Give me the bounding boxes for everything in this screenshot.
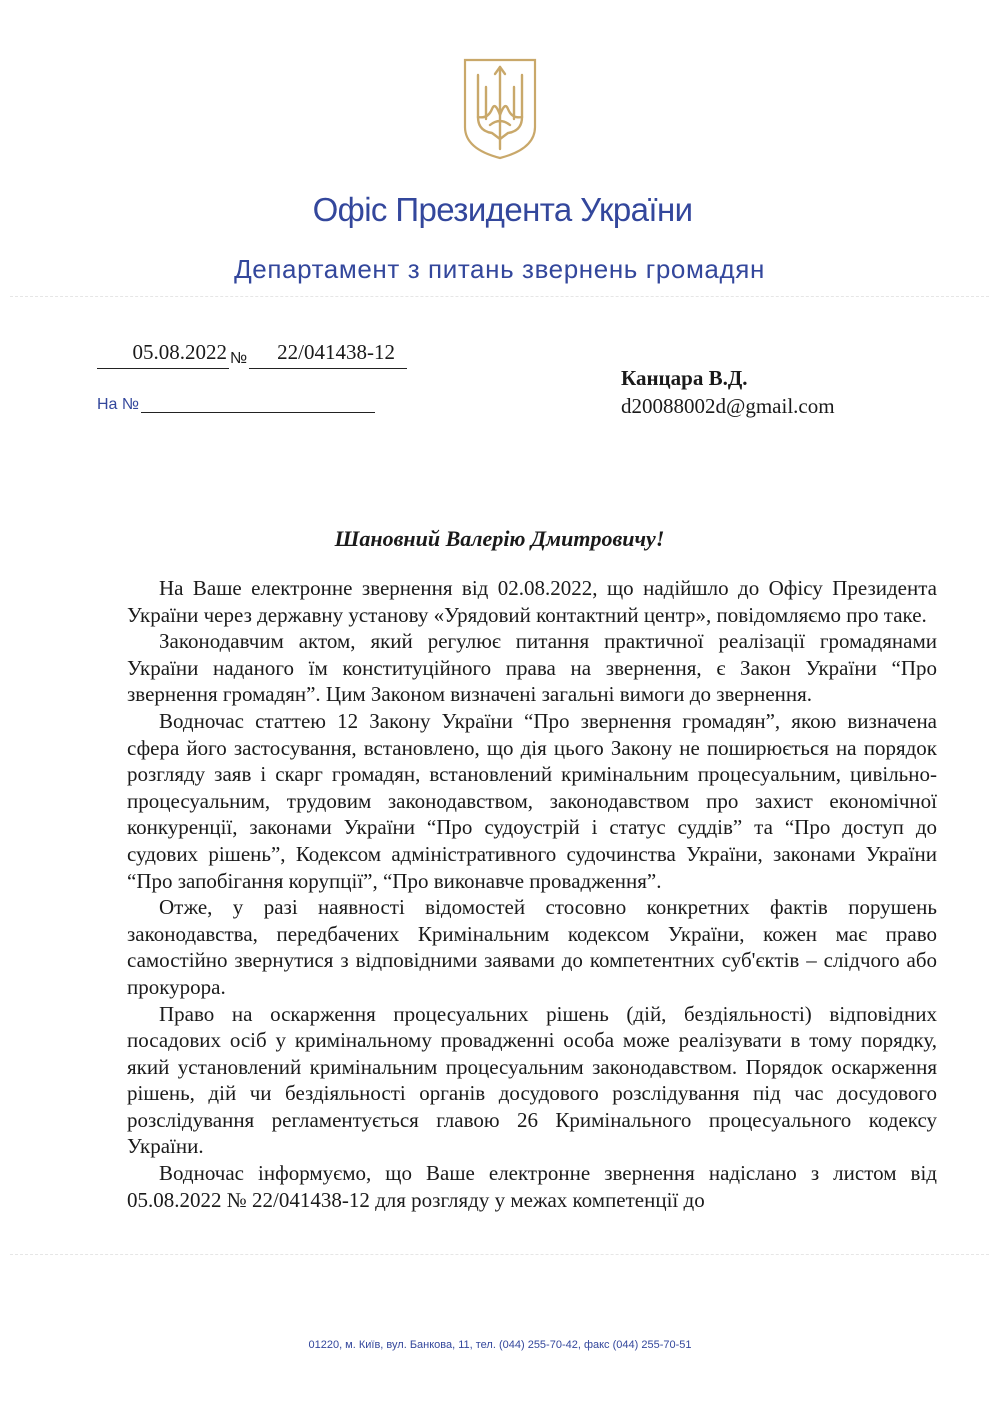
registration-line [97,336,407,368]
department-title: Департамент з питань звернень громадян [234,254,765,284]
recipient-name: Канцара В.Д. [621,366,748,390]
letter-body [127,575,937,1213]
recipient-email: d20088002d@gmail.com [621,394,835,418]
salutation: Шановний Валерію Дмитровичу! [334,526,665,551]
footer-address: 01220, м. Київ, вул. Банкова, 11, тел. (044) 255-70-42, факс (044) 255-70-51 [308,1339,692,1351]
registration-number: 22/041438-12 [249,336,407,369]
registration-number-label: № [230,350,248,367]
paragraph: Законодавчим актом, який регулює питання практичної реалізації громадянами України наданого їм конституційного права на звернення, є Закон України “Про звернення громадян”. Цим Законом визначені загальні вимоги до звернення. [127,629,937,707]
reply-to-line [97,390,375,420]
paragraph: Водночас статтею 12 Закону України “Про звернення громадян”, якою визначена сфера його застосування, встановлено, що дія цього Закону не поширюється на порядок розгляду заяв і скарг громадян, встановлений кримінальним процесуальним, цивільно-процесуальним, трудовим законодавством, законодавством про захист економічної конкуренції, законами України “Про судоустрій і статус суддів” та “Про доступ до судових рішень”, Кодексом адміністративного судочинства України, законами України “Про запобігання корупції”, “Про виконавче провадження”. [127,708,937,893]
registration-date: 05.08.2022 [97,336,229,369]
paragraph: Право на оскарження процесуальних рішень (дій, бездіяльності) відповідних посадових осіб у кримінальному провадженні особа може реалізувати в тому порядку, який установлений кримінальним процесуальним законодавством. Порядок оскарження рішень, дій чи бездіяльності органів досудового розслідування під час досудового розслідування регламентується главою 26 Кримінального процесуального кодексу України. [127,1001,937,1159]
organization-title: Офіс Президента України [312,191,693,228]
reply-to-label: На № [97,396,140,413]
reply-to-blank [141,390,375,413]
tryzub-emblem-icon [462,57,538,161]
paragraph: Водночас інформуємо, що Ваше електронне звернення надіслано з листом від 05.08.2022 № 22/041438-12 для розгляду у межах компетенції до [127,1161,937,1212]
footer-divider [10,1254,989,1255]
recipient-block [621,364,835,420]
header-divider [10,296,989,297]
paragraph: На Ваше електронне звернення від 02.08.2022, що надійшло до Офісу Президента України через державну установу «Урядовий контактний центр», повідомляємо про таке. [127,576,937,627]
paragraph: Отже, у разі наявності відомостей стосовно конкретних фактів порушень законодавства, передбачених Кримінальним кодексом України, кожен має право самостійно звернутися з відповідними заявами до компетентних суб'єктів – слідчого або прокурора. [127,895,937,999]
